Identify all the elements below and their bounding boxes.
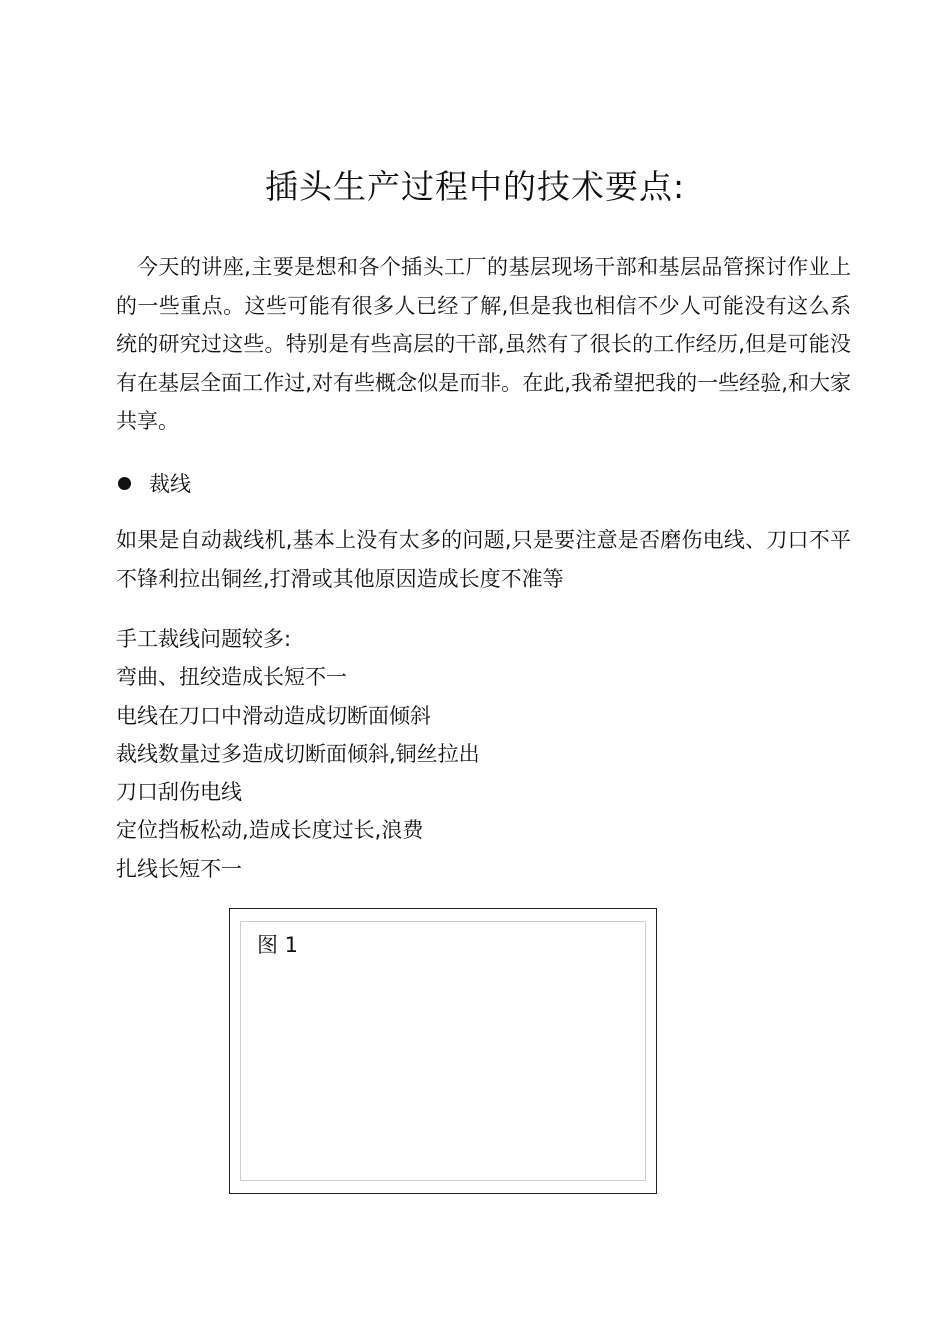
figure-frame [229, 908, 657, 1194]
list-item: 电线在刀口中滑动造成切断面倾斜 [116, 703, 431, 728]
figure-inner-frame [240, 921, 646, 1181]
section-bullet [116, 465, 191, 501]
intro-paragraph: 今天的讲座,主要是想和各个插头工厂的基层现场干部和基层品管探讨作业上的一些重点。这些可能有很多人已经了解,但是我也相信不少人可能没有这么系统的研究过这些。特别是有些高层的干部,虽然有了很长的工作经历,但是可能没有在基层全面工作过,对有些概念似是而非。在此,我希望把我的一些经验,和大家共享。 [116, 255, 851, 433]
list-item: 弯曲、扭绞造成长短不一 [116, 665, 347, 690]
figure-label: 图 1 [257, 933, 299, 957]
list-item: 刀口刮伤电线 [116, 780, 242, 805]
manual-cutting-list [116, 620, 851, 888]
section-heading: 裁线 [149, 472, 191, 496]
list-item: 裁线数量过多造成切断面倾斜,铜丝拉出 [116, 741, 480, 766]
list-item: 扎线长短不一 [116, 856, 242, 881]
page-title: 插头生产过程中的技术要点: [264, 167, 686, 206]
bullet-dot-icon [118, 477, 131, 490]
list-item: 定位挡板松动,造成长度过长,浪费 [116, 818, 424, 843]
manual-heading: 手工裁线问题较多: [116, 627, 292, 651]
auto-cutting-paragraph: 如果是自动裁线机,基本上没有太多的问题,只是要注意是否磨伤电线、刀口不平不锋利拉出铜丝,打滑或其他原因造成长度不准等 [116, 528, 851, 591]
